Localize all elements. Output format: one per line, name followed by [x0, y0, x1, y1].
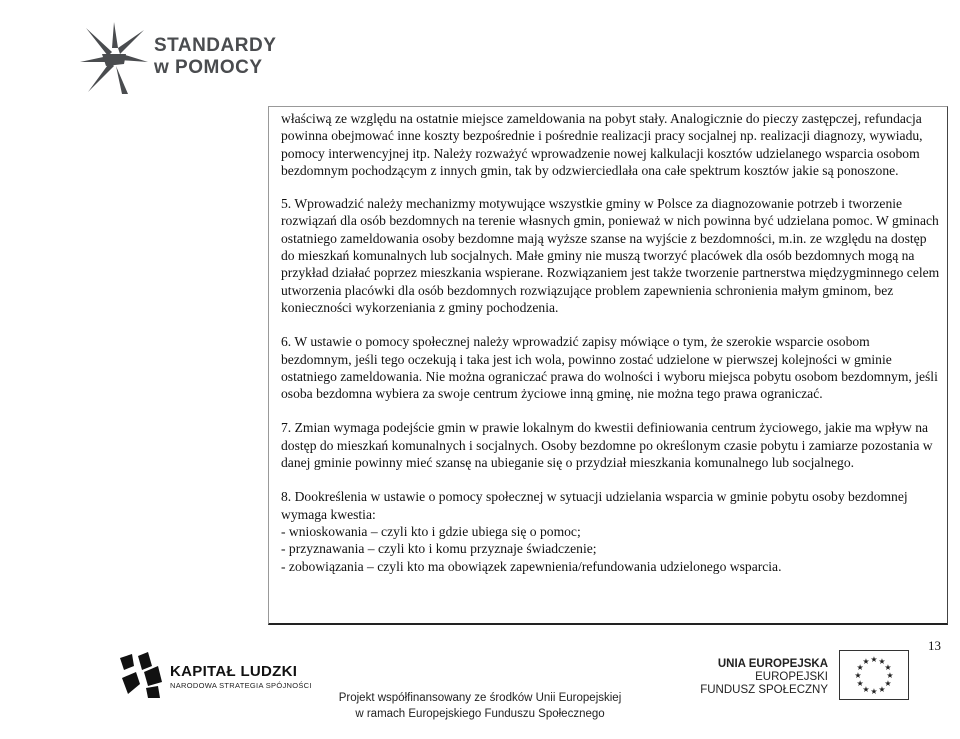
- paragraph-6: 6. W ustawie o pomocy społecznej należy wprowadzić zapisy mówiące o tym, że szerokie wsparcie osobom bezdomnym, jeśli tego oczekują i taka jest ich wola, powinno zostać udzielone w pierwszej kolejności w gminie ostatniego zameldowania. Nie można ograniczać prawa do wolności i wyboru miejsca pobytu osobom bezdomnym, jeśli osoba bezdomna wybiera za swoje centrum życiowe inną gminę, nie można tego prawa ograniczać.: [281, 334, 938, 402]
- paragraph-5: 5. Wprowadzić należy mechanizmy motywujące wszystkie gminy w Polsce za diagnozowanie potrzeb i tworzenie rozwiązań dla osób bezdomnych na terenie własnych gmin, ponieważ w nich powinna być udzielana pomoc. W gminach ostatniego zameldowania osoby bezdomne mają wyższe szanse na wyjście z bezdomności, m.in. ze względu na dostęp do mieszkań komunalnych lub socjalnych. Małe gminy nie muszą tworzyć placówek dla osób bezdomnych mogą na przykład działać poprzez mieszkania wspierane. Rozwiązaniem jest także tworzenie partnerstwa międzygminnego celem utworzenia placówki dla osób bezdomnych rozwiązujące problem zapewnienia schronienia małym gminom, bez konieczności wykorzeniania z gminy pochodzenia.: [281, 196, 940, 315]
- eu-star-icon: ★: [870, 687, 878, 696]
- kapital-ludzki-title: KAPITAŁ LUDZKI: [170, 663, 298, 680]
- standardy-w-pomocy-logo: [78, 18, 288, 98]
- eu-star-icon: ★: [884, 679, 892, 688]
- eu-star-icon: ★: [856, 679, 864, 688]
- logo-text-line2: w POMOCY: [154, 57, 263, 78]
- eu-label-union: UNIA EUROPEJSKA: [717, 658, 828, 670]
- paragraph-7: 7. Zmian wymaga podejście gmin w prawie lokalnym do kwestii definiowania centrum życiowego, jakie ma wpływ na dostęp do mieszkań komunalnych i socjalnych. Osoby bezdomne po określonym czasie pobytu i zamiarze pozostania w danej gminie powinny mieć szansę na ubieganie się o przydział mieszkania komunalnego lub socjalnego.: [281, 420, 933, 471]
- paragraph-continuation: właściwą ze względu na ostatnie miejsce zameldowania na pobyt stały. Analogicznie do pieczy zastępczej, refundacja powinna obejmować inne koszty bezpośrednie i pośrednie realizacji pracy socjalnej np. realizacji diagnozy, wywiadu, pomocy interwencyjnej itp. Należy rozważyć wprowadzenie nowej kalkulacji kosztów udzielanego wsparcia osobom bezdomnym pochodzącym z innych gmin, tak by odzwierciedlała ona całe spektrum kosztów jakie są ponoszone.: [281, 111, 923, 178]
- eu-star-icon: ★: [878, 657, 886, 667]
- cofinance-line-2: w ramach Europejskiego Funduszu Społecznego: [355, 708, 605, 720]
- list-item: - przyznawania – czyli kto i komu przyznaje świadczenie;: [281, 541, 597, 557]
- eu-star-icon: ★: [878, 684, 886, 694]
- eu-star-icon: ★: [886, 671, 894, 680]
- eu-label-social-fund: FUNDUSZ SPOŁECZNY: [700, 684, 828, 696]
- star-logo-icon: [78, 18, 150, 98]
- paragraph-8-intro: 8. Dookreślenia w ustawie o pomocy społecznej w sytuacji udzielania wsparcia w gminie pobytu osoby bezdomnej wymaga kwestia:: [281, 489, 908, 522]
- logo-text-line1: STANDARDY: [154, 35, 277, 56]
- eu-star-icon: ★: [862, 657, 870, 667]
- document-body: [281, 110, 943, 575]
- eu-star-icon: ★: [870, 655, 878, 664]
- eu-label-european: EUROPEJSKI: [755, 671, 828, 683]
- eu-star-icon: ★: [854, 671, 862, 680]
- list-item: - wnioskowania – czyli kto i gdzie ubiega się o pomoc;: [281, 523, 581, 539]
- list-item: - zobowiązania – czyli kto ma obowiązek zapewnienia/refundowania udzielonego wsparcia.: [281, 558, 782, 574]
- page-number: 13: [928, 638, 941, 653]
- eu-star-icon: ★: [856, 663, 864, 672]
- cofinance-line-1: Projekt współfinansowany ze środków Unii Europejskiej: [338, 692, 622, 704]
- eu-star-icon: ★: [862, 684, 870, 694]
- kapital-ludzki-subtitle: NARODOWA STRATEGIA SPÓJNOŚCI: [170, 681, 312, 690]
- eu-star-icon: ★: [884, 663, 892, 672]
